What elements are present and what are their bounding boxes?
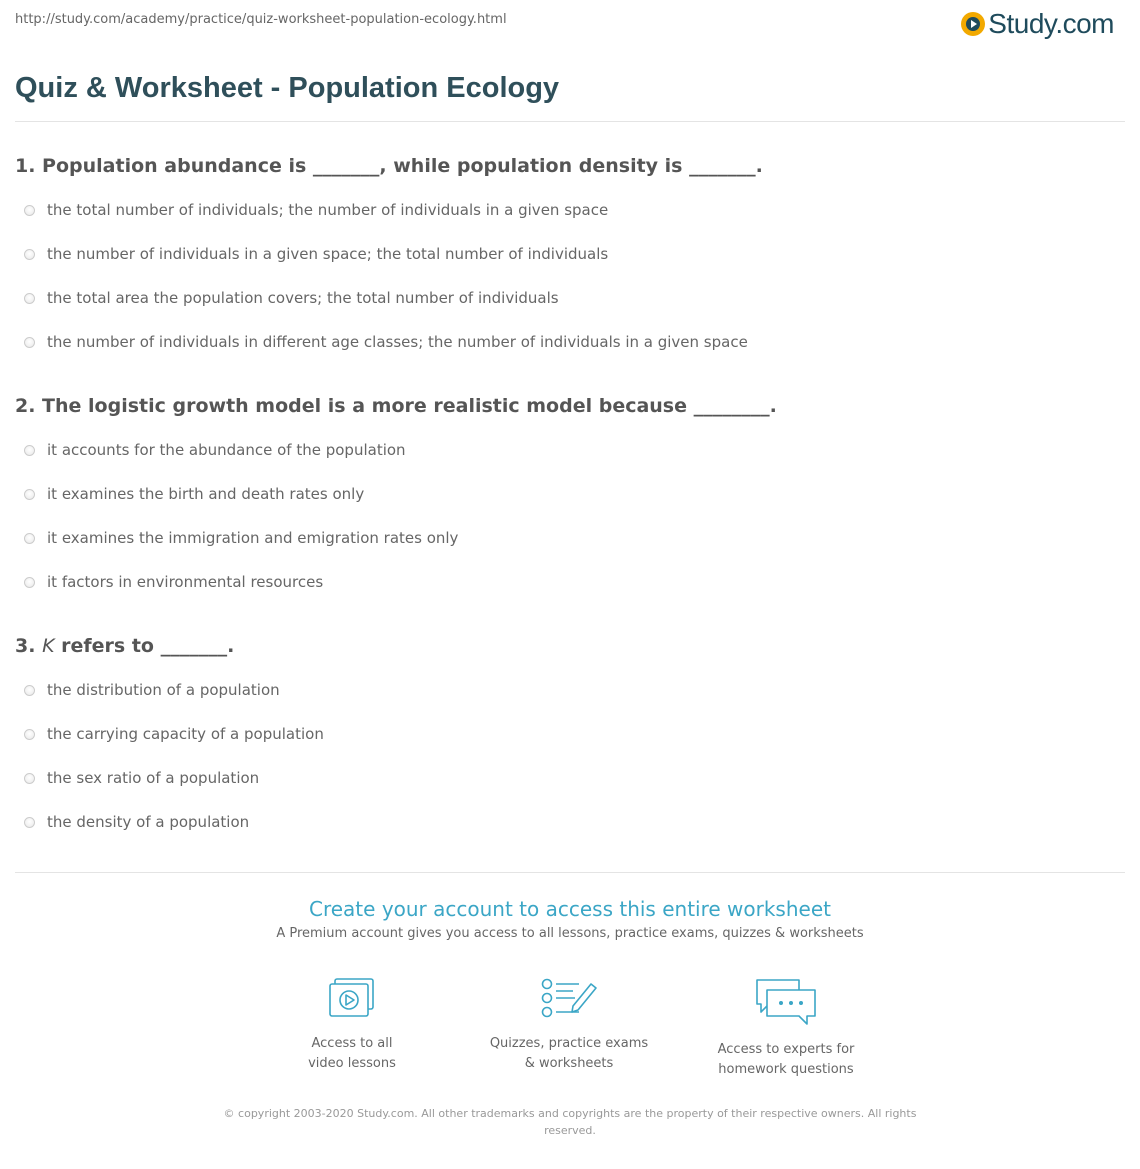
radio-button[interactable] — [24, 685, 35, 696]
option-label: the sex ratio of a population — [47, 769, 260, 787]
option-label: the distribution of a population — [47, 681, 280, 699]
option-label: the total area the population covers; the total number of individuals — [47, 289, 559, 307]
create-account-link[interactable]: Create your account to access this entire worksheet — [309, 897, 831, 921]
question-1-option-3[interactable] — [24, 288, 559, 308]
question-3-option-2[interactable] — [24, 724, 324, 744]
chat-bubbles-icon — [753, 976, 819, 1028]
question-3-number: 3. — [15, 635, 43, 657]
video-lessons-icon — [326, 976, 378, 1022]
question-2-option-1[interactable] — [24, 440, 406, 460]
page-title: Quiz & Worksheet - Population Ecology — [15, 72, 560, 104]
feature-video-lessons — [252, 976, 452, 1074]
radio-button[interactable] — [24, 205, 35, 216]
cta-divider — [15, 872, 1125, 873]
question-2-option-2[interactable] — [24, 484, 364, 504]
copyright-notice: © copyright 2003-2020 Study.com. All other trademarks and copyrights are the property of their respective owners. All rights reserved. — [223, 1107, 917, 1137]
question-2-option-4[interactable] — [24, 572, 323, 592]
feature-experts — [686, 976, 886, 1080]
radio-button[interactable] — [24, 293, 35, 304]
option-label: it factors in environmental resources — [47, 573, 324, 591]
question-3-text: refers to _______. — [54, 635, 235, 657]
radio-button[interactable] — [24, 249, 35, 260]
study-logo[interactable] — [961, 8, 1114, 40]
radio-button[interactable] — [24, 817, 35, 828]
feature-quizzes — [469, 976, 669, 1074]
option-label: the carrying capacity of a population — [47, 725, 324, 743]
cta-subtitle: A Premium account gives you access to all lessons, practice exams, quizzes & worksheets — [276, 926, 864, 941]
logo-text: Study.com — [988, 8, 1114, 39]
radio-button[interactable] — [24, 533, 35, 544]
radio-button[interactable] — [24, 729, 35, 740]
question-2-title: 2. The logistic growth model is a more realistic model because ________. — [15, 395, 777, 417]
option-label: it examines the birth and death rates only — [47, 485, 365, 503]
option-label: it accounts for the abundance of the population — [47, 441, 406, 459]
quiz-checklist-icon — [539, 976, 599, 1022]
option-label: the number of individuals in a given space; the total number of individuals — [47, 245, 609, 263]
question-3-option-1[interactable] — [24, 680, 280, 700]
question-3-option-4[interactable] — [24, 812, 249, 832]
question-3-option-3[interactable] — [24, 768, 259, 788]
option-label: the number of individuals in different age classes; the number of individuals in a given space — [47, 333, 748, 351]
feature-label: Access to all video lessons — [308, 1036, 396, 1071]
page-url: http://study.com/academy/practice/quiz-worksheet-population-ecology.html — [15, 12, 507, 27]
radio-button[interactable] — [24, 337, 35, 348]
title-divider — [15, 121, 1125, 122]
radio-button[interactable] — [24, 489, 35, 500]
question-1-option-1[interactable] — [24, 200, 608, 220]
study-play-logo-icon — [961, 12, 985, 36]
question-2-option-3[interactable] — [24, 528, 458, 548]
option-label: it examines the immigration and emigration rates only — [47, 529, 459, 547]
question-1-option-2[interactable] — [24, 244, 608, 264]
radio-button[interactable] — [24, 577, 35, 588]
radio-button[interactable] — [24, 773, 35, 784]
question-3-title — [15, 635, 234, 657]
question-1-option-4[interactable] — [24, 332, 748, 352]
feature-label: Access to experts for homework questions — [717, 1042, 855, 1077]
radio-button[interactable] — [24, 445, 35, 456]
option-label: the total number of individuals; the number of individuals in a given space — [47, 201, 609, 219]
question-1-title: 1. Population abundance is _______, while population density is _______. — [15, 155, 763, 177]
feature-label: Quizzes, practice exams & worksheets — [489, 1036, 649, 1071]
question-3-variable: K — [42, 635, 55, 657]
option-label: the density of a population — [47, 813, 250, 831]
top-bar — [0, 0, 1140, 50]
